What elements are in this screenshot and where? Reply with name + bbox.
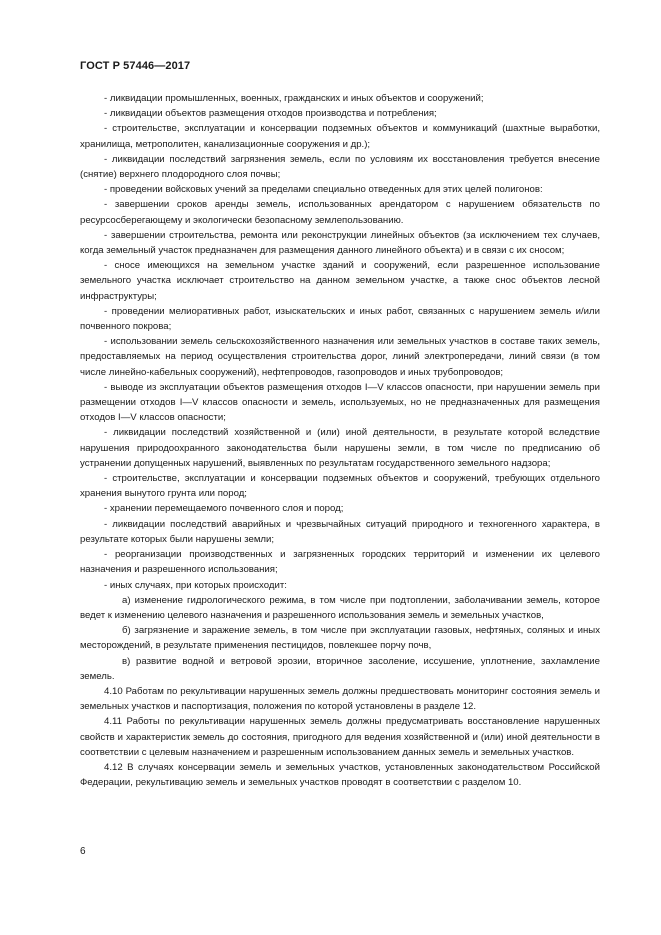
list-item: - использовании земель сельскохозяйственного назначения или земельных участков в составе таких земель, предоставляемых на период осуществления строительства дорог, линий электропередачи, линий связи (в том числе линейно-кабельных сооружений), нефтепроводов, газопроводов и иных трубопроводов; [80,336,600,378]
list-item: - хранении перемещаемого почвенного слоя и пород; [104,503,344,515]
list-item: - иных случаях, при которых происходит: [104,579,287,591]
list-item: - завершении сроков аренды земель, использованных арендатором с нарушением обязательств по ресурсосберегающему и экологически безопасному землепользованию. [80,199,600,226]
list-item: - ликвидации промышленных, военных, гражданских и иных объектов и сооружений; [104,93,484,104]
standard-header: ГОСТ Р 57446—2017 [80,60,191,72]
list-item: - завершении строительства, ремонта или реконструкции линейных объектов (за исключением тех случаев, когда земельный участок предназначен для размещения данного линейного объекта) и в связи с их сносом; [80,229,600,257]
sub-item: в) развитие водной и ветровой эрозии, вторичное засоление, иссушение, уплотнение, захламление земель. [80,655,600,682]
list-item: - строительстве, эксплуатации и консервации подземных объектов и сооружений, требующих отдельного хранения вынутого грунта или пород; [80,473,600,500]
list-item: - выводе из эксплуатации объектов размещения отходов I—V классов опасности, при нарушении земель при размещении отходов I—V классов опасности и земель, используемых, но не предназначенных для размещения отходов I—V классов опасности; [80,381,600,424]
list-item: - сносе имеющихся на земельном участке зданий и сооружений, если разрешенное использование земельного участка исключает строительство на данном земельном участке, а также снос объектов лесной инфраструктуры; [80,260,600,302]
clause-4-11: 4.11 Работы по рекультивации нарушенных земель должны предусматривать восстановление нарушенных свойств и характеристик земель до состояния, пригодного для ведения хозяйственной и (или) иной деятельности в соответствии с целевым назначением и разрешенным использованием данных земель и земельных участков. [80,716,600,758]
list-item: - ликвидации последствий аварийных и чрезвычайных ситуаций природного и техногенного характера, в результате которых были нарушены земли; [80,518,600,545]
sub-item: б) загрязнение и заражение земель, в том числе при эксплуатации газовых, нефтяных, соляных и иных месторождений, в результате применения пестицидов, повлекшее порчу почв, [80,625,600,652]
list-item: - проведении мелиоративных работ, изыскательских и иных работ, связанных с нарушением земель и/или почвенного покрова; [80,305,600,333]
sub-item: а) изменение гидрологического режима, в том числе при подтоплении, заболачивании земель, которое ведет к изменению целевого назначения и разрешенного использования земель и земельных участков, [80,594,600,621]
document-body [80,91,600,790]
list-item: - реорганизации производственных и загрязненных городских территорий и изменении их целевого назначения и разрешенного использования; [80,549,600,576]
list-item: - ликвидации объектов размещения отходов производства и потребления; [104,108,437,120]
clause-4-12: 4.12 В случаях консервации земель и земельных участков, установленных законодательством Российской Федерации, рекультивацию земель и земельных участков проводят в соответствии с разделом 10. [80,761,600,789]
page-number: 6 [80,846,86,857]
list-item: - проведении войсковых учений за пределами специально отведенных для этих целей полигонов: [104,184,543,196]
list-item: - строительстве, эксплуатации и консервации подземных объектов и коммуникаций (шахтные выработки, хранилища, метрополитен, канализационные сооружения и др.); [80,123,600,150]
list-item: - ликвидации последствий хозяйственной и (или) иной деятельности, в результате которой вследствие нарушения природоохранного законодательства были нарушены земли, в том числе по предписанию об устранении допущенных нарушений, выявленных по результатам государственного земельного надзора; [80,427,600,469]
clause-4-10: 4.10 Работам по рекультивации нарушенных земель должны предшествовать мониторинг состояния земель и земельных участков и паспортизация, положения по которой установлены в разделе 12. [80,685,600,713]
list-item: - ликвидации последствий загрязнения земель, если по условиям их восстановления требуется внесение (снятие) верхнего плодородного слоя почвы; [80,153,600,181]
